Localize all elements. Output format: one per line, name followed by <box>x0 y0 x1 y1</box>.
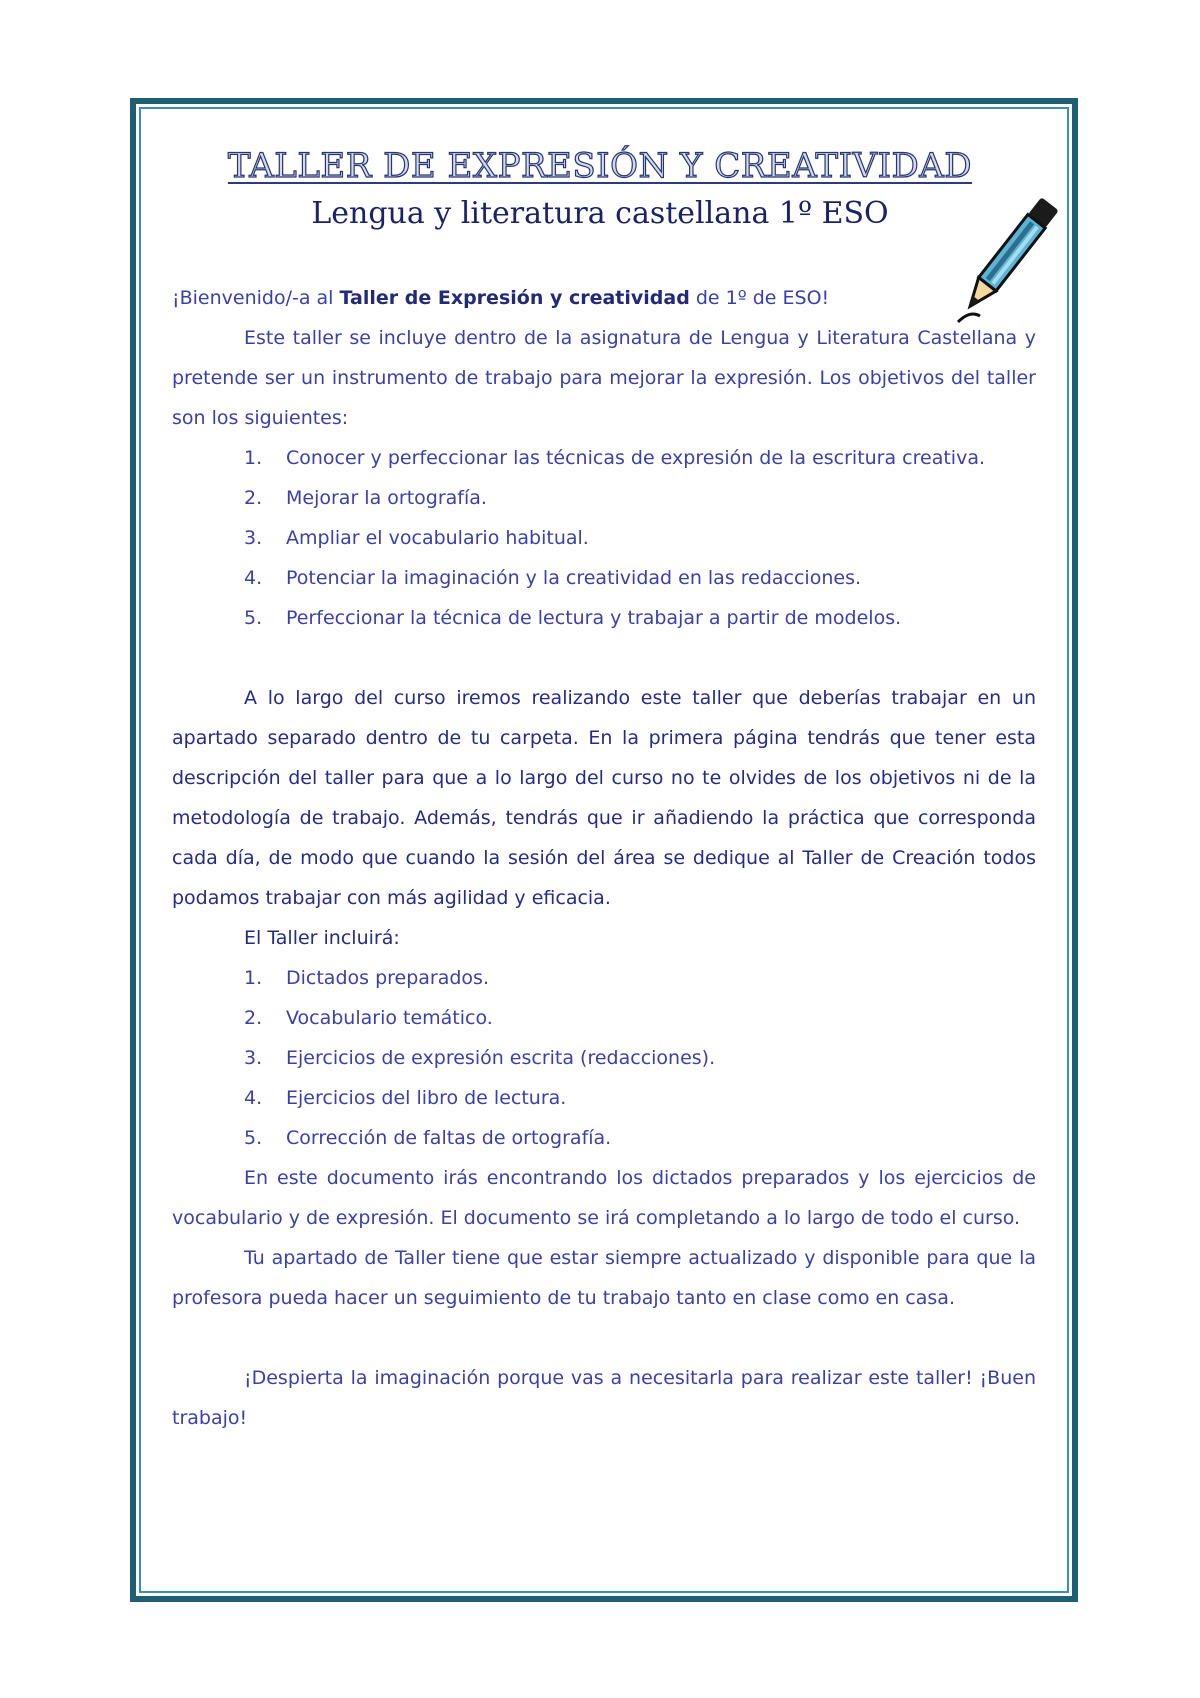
document-title: TALLER DE EXPRESIÓN Y CREATIVIDAD <box>227 146 973 186</box>
welcome-line: ¡Bienvenido/-a al Taller de Expresión y creatividad de 1º de ESO! <box>172 287 830 309</box>
list-item: 4. Ejercicios del libro de lectura. <box>244 1087 567 1109</box>
list-item: 2. Mejorar la ortografía. <box>244 487 487 509</box>
workshop-name: Taller de Expresión y creatividad <box>339 287 690 309</box>
list-item: 4. Potenciar la imaginación y la creatividad en las redacciones. <box>244 567 862 589</box>
document-body <box>172 278 1036 1438</box>
list-item: 3. Ampliar el vocabulario habitual. <box>244 527 589 549</box>
course-paragraph: A lo largo del curso iremos realizando este taller que deberías trabajar en un apartado separado dentro de tu carpeta. En la primera página tendrás que tener esta descripción del taller para que a lo largo del curso no te olvides de los objetivos ni de la metodología de trabajo. Además, tendrás que ir añadiendo la práctica que corresponda cada día, de modo que cuando la sesión del área se dedique al Taller de Creación todos podamos trabajar con más agilidad y eficacia. <box>172 687 1036 909</box>
list-item: 5. Perfeccionar la técnica de lectura y trabajar a partir de modelos. <box>244 607 902 629</box>
closing-paragraph: ¡Despierta la imaginación porque vas a necesitarla para realizar este taller! ¡Buen trabajo! <box>172 1367 1036 1429</box>
list-item: 2. Vocabulario temático. <box>244 1007 493 1029</box>
document-paragraph: En este documento irás encontrando los dictados preparados y los ejercicios de vocabulario y de expresión. El documento se irá completando a lo largo de todo el curso. <box>172 1167 1036 1229</box>
includes-list <box>172 958 1036 1158</box>
list-item: 3. Ejercicios de expresión escrita (redacciones). <box>244 1047 716 1069</box>
list-item: 1. Conocer y perfeccionar las técnicas de expresión de la escritura creativa. <box>244 447 986 469</box>
includes-label: El Taller incluirá: <box>244 927 400 949</box>
intro-paragraph: Este taller se incluye dentro de la asignatura de Lengua y Literatura Castellana y pretende ser un instrumento de trabajo para mejorar la expresión. Los objetivos del taller son los siguientes: <box>172 327 1036 429</box>
followup-paragraph: Tu apartado de Taller tiene que estar siempre actualizado y disponible para que la profesora pueda hacer un seguimiento de tu trabajo tanto en clase como en casa. <box>172 1247 1036 1309</box>
document-subtitle: Lengua y literatura castellana 1º ESO <box>311 196 889 231</box>
list-item: 5. Corrección de faltas de ortografía. <box>244 1127 612 1149</box>
list-item: 1. Dictados preparados. <box>244 967 489 989</box>
objectives-list <box>172 438 1036 638</box>
